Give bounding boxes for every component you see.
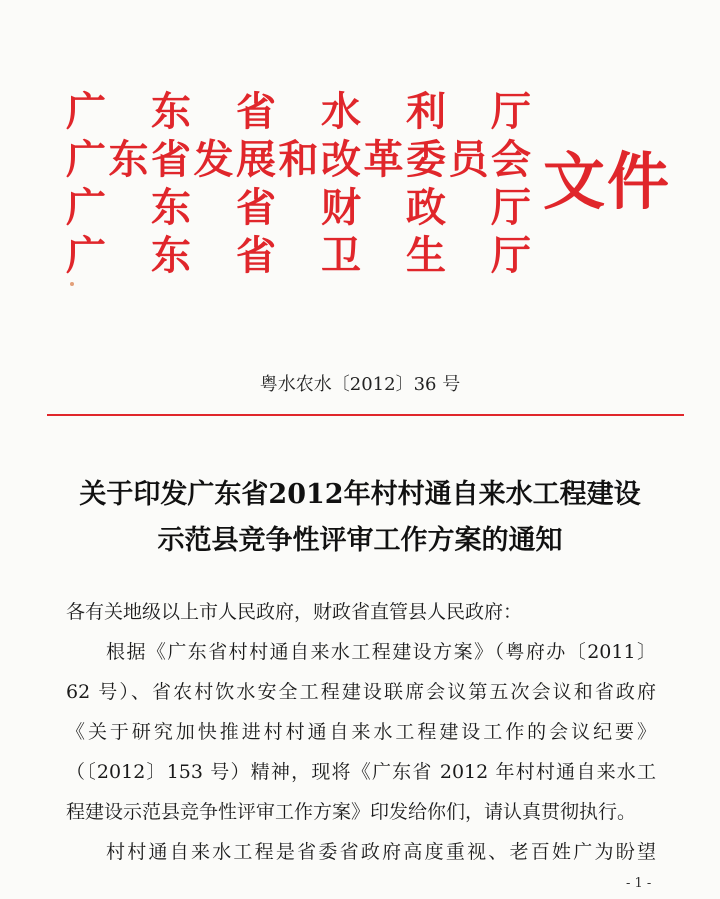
notice-title (40, 472, 680, 564)
page-number: - 1 - (626, 876, 652, 891)
body-line: 村村通自来水工程是省委省政府高度重视、老百姓广为盼望 (106, 841, 656, 863)
issuer-name: 广东省财政厅 (66, 184, 531, 231)
issuer-name: 广东省发展和改革委员会 (66, 136, 531, 183)
body-line: 62 号）、省农村饮水安全工程建设联席会议第五次会议和省政府 (66, 681, 656, 703)
notice-body (66, 592, 656, 872)
scan-speck (70, 282, 74, 286)
document-number: 粤水农水〔2012〕36 号 (259, 374, 461, 395)
issuer-name: 广东省卫生厅 (66, 232, 531, 279)
body-line: 根据《广东省村村通自来水工程建设方案》（粤府办〔2011〕 (106, 641, 656, 663)
title-line: 关于印发广东省2012年村村通自来水工程建设 (79, 479, 641, 510)
salutation: 各有关地级以上市人民政府，财政省直管县人民政府： (66, 601, 523, 623)
issuer-list (66, 88, 531, 280)
issuer-name: 广东省水利厅 (66, 88, 531, 135)
body-line: 《关于研究加快推进村村通自来水工程建设工作的会议纪要》 (66, 721, 656, 743)
document-type-label: 文件 (543, 145, 672, 218)
red-divider (47, 414, 684, 416)
body-line: （〔2012〕153 号）精神，现将《广东省 2012 年村村通自来水工 (66, 761, 656, 783)
body-line: 程建设示范县竞争性评审工作方案》印发给你们，请认真贯彻执行。 (66, 801, 637, 823)
title-line: 示范县竞争性评审工作方案的通知 (157, 525, 563, 556)
